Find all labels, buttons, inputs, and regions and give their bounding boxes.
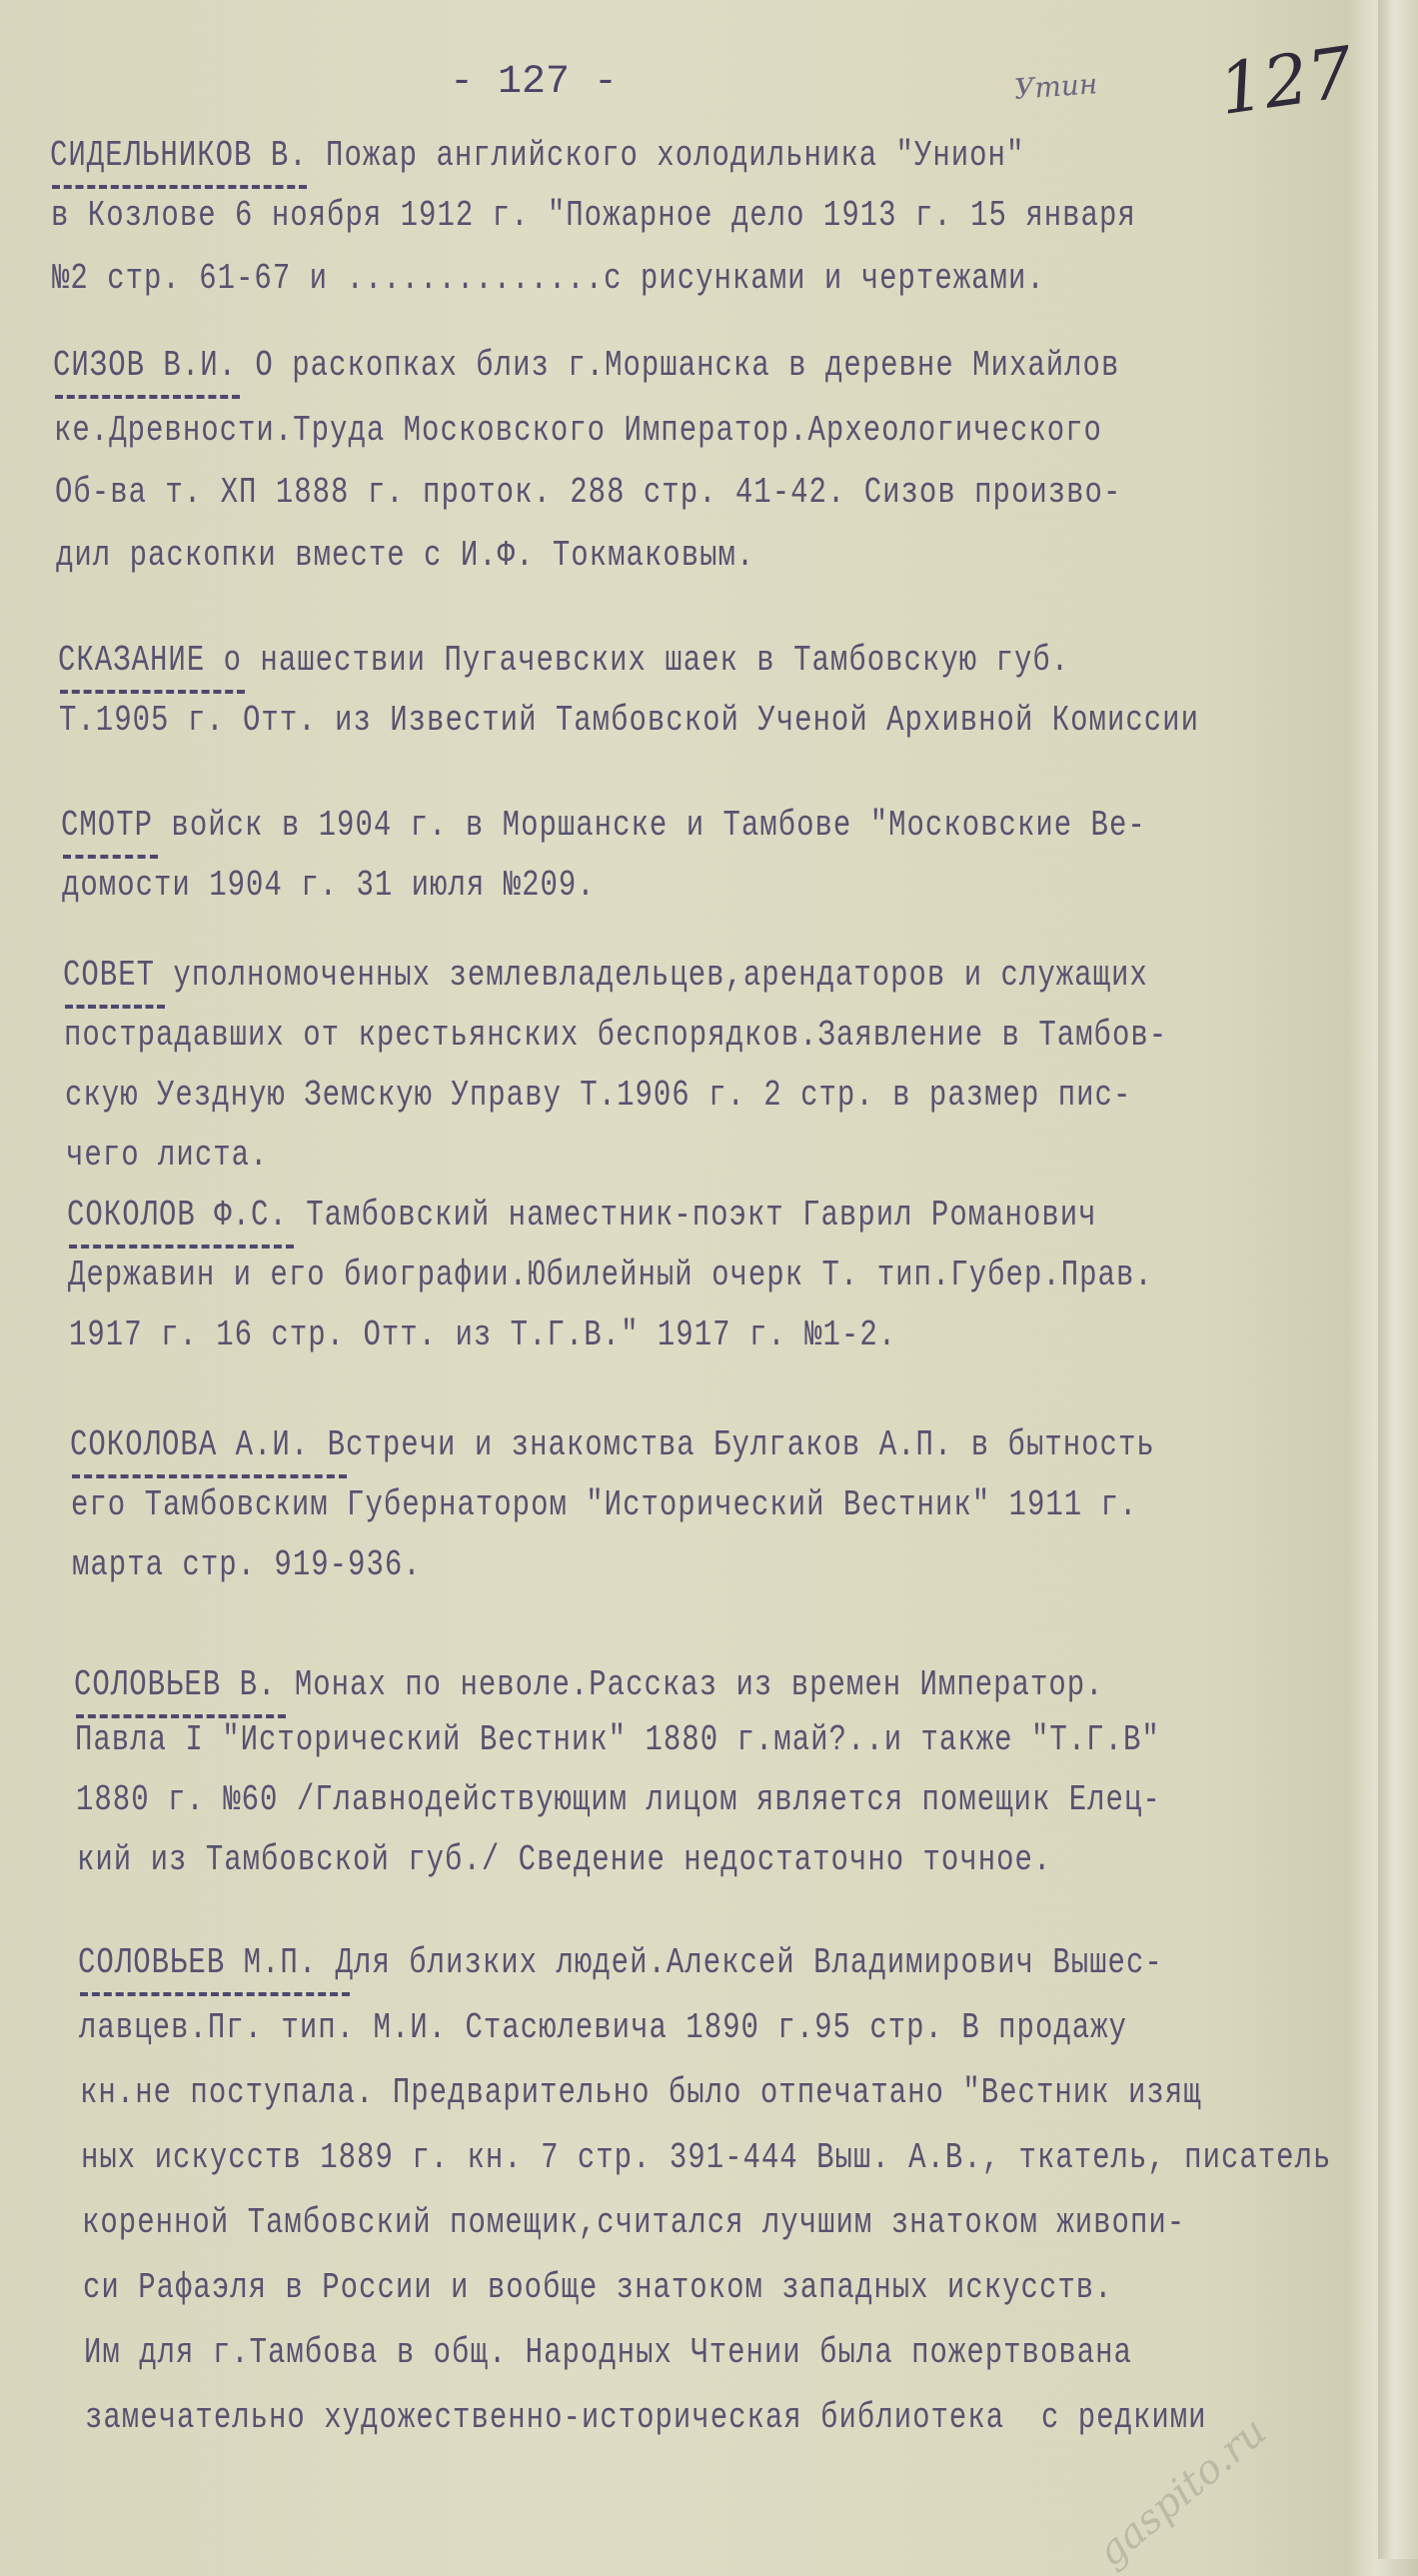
entry-line: кн.не поступала. Предварительно было отпечатано "Вестник изящ bbox=[80, 2072, 1202, 2114]
page-number: - 127 - bbox=[450, 60, 619, 105]
entry-headline: СОЛОВЬЕВ М.П. Для близких людей.Алексей Владимирович Вышес- bbox=[78, 1942, 1163, 1984]
headword-underline bbox=[55, 395, 240, 399]
handwritten-note: Утин bbox=[1012, 67, 1099, 106]
entry-line: ке.Древности.Труда Московского Император.Археологического bbox=[54, 410, 1102, 452]
paper-edge bbox=[1378, 0, 1418, 2559]
entry-line: кий из Тамбовской губ./ Сведение недостаточно точное. bbox=[77, 1839, 1052, 1881]
headword-underline bbox=[69, 1245, 294, 1249]
entry-line: Им для г.Тамбова в общ. Народных Чтении была пожертвована bbox=[84, 2332, 1132, 2374]
entry-line: чего листа. bbox=[66, 1135, 269, 1177]
entry-headline: СОВЕТ уполномоченных землевладельцев,арендаторов и служащих bbox=[63, 955, 1148, 997]
headword-underline bbox=[63, 855, 158, 859]
entry-line: ных искусств 1889 г. кн. 7 стр. 391-444 Выш. А.В., ткатель, писатель bbox=[81, 2137, 1332, 2179]
entry-line: в Козлове 6 ноября 1912 г. "Пожарное дело 1913 г. 15 января bbox=[51, 195, 1136, 237]
handwritten-folio-number: 127 bbox=[1213, 31, 1358, 131]
watermark: gaspito.ru bbox=[1088, 2408, 1276, 2576]
headword-underline bbox=[72, 1474, 347, 1478]
entry-line: Об-ва т. ХП 1888 г. проток. 288 стр. 41-42. Сизов произво- bbox=[55, 472, 1122, 514]
entry-headline: СИДЕЛЬНИКОВ В. Пожар английского холодильника "Унион" bbox=[50, 135, 1025, 177]
entry-line: 1880 г. №60 /Главнодействующим лицом является помещик Елец- bbox=[76, 1779, 1161, 1821]
entry-line: лавцев.Пг. тип. М.И. Стасюлевича 1890 г.95 стр. В продажу bbox=[79, 2007, 1127, 2049]
headword-underline bbox=[52, 185, 307, 189]
entry-line: Павла I "Исторический Вестник" 1880 г.май?..и также "Т.Г.В" bbox=[75, 1719, 1160, 1761]
headword-underline bbox=[65, 1005, 165, 1009]
entry-line: пострадавших от крестьянских беспорядков.Заявление в Тамбов- bbox=[64, 1015, 1168, 1057]
entry-line: скую Уездную Земскую Управу Т.1906 г. 2 стр. в размер пис- bbox=[65, 1075, 1132, 1117]
entry-headline: СИЗОВ В.И. О раскопках близ г.Моршанска в деревне Михайлов bbox=[53, 345, 1120, 387]
headword-underline bbox=[80, 1992, 350, 1996]
entry-headline: СОКОЛОВ Ф.С. Тамбовский наместник-поэкт Гаврил Романович bbox=[67, 1195, 1097, 1237]
entry-line: Т.1905 г. Отт. из Известий Тамбовской Ученой Архивной Комиссии bbox=[59, 700, 1199, 742]
entry-headline: СОЛОВЬЕВ В. Монах по неволе.Рассказ из времен Император. bbox=[74, 1664, 1104, 1706]
entry-line: дил раскопки вместе с И.Ф. Токмаковым. bbox=[56, 535, 755, 577]
entry-headline: СКАЗАНИЕ о нашествии Пугачевских шаек в Тамбовскую губ. bbox=[58, 640, 1070, 682]
entry-headline: СМОТР войск в 1904 г. в Моршанске и Тамбове "Московские Ве- bbox=[61, 805, 1146, 847]
headword-underline bbox=[60, 690, 245, 694]
entry-line: коренной Тамбовский помещик,считался лучшим знатоком живопи- bbox=[82, 2202, 1186, 2244]
entry-line: 1917 г. 16 стр. Отт. из Т.Г.В." 1917 г. №1-2. bbox=[69, 1314, 897, 1356]
entry-headline: СОКОЛОВА А.И. Встречи и знакомства Булгаков А.П. в бытность bbox=[70, 1424, 1155, 1466]
entry-line: марта стр. 919-936. bbox=[72, 1544, 422, 1586]
entry-line: домости 1904 г. 31 июля №209. bbox=[62, 865, 596, 907]
entry-line: №2 стр. 61-67 и ..............с рисунками и чертежами. bbox=[52, 258, 1045, 300]
entry-line: си Рафаэля в России и вообще знатоком западных искусств. bbox=[83, 2267, 1113, 2309]
headword-underline bbox=[76, 1714, 286, 1718]
entry-line: Державин и его биографии.Юбилейный очерк Т. тип.Губер.Прав. bbox=[68, 1255, 1153, 1296]
entry-line: его Тамбовским Губернатором "Исторический Вестник" 1911 г. bbox=[71, 1484, 1138, 1526]
entry-line: замечательно художественно-историческая библиотека с редкими bbox=[85, 2397, 1207, 2439]
